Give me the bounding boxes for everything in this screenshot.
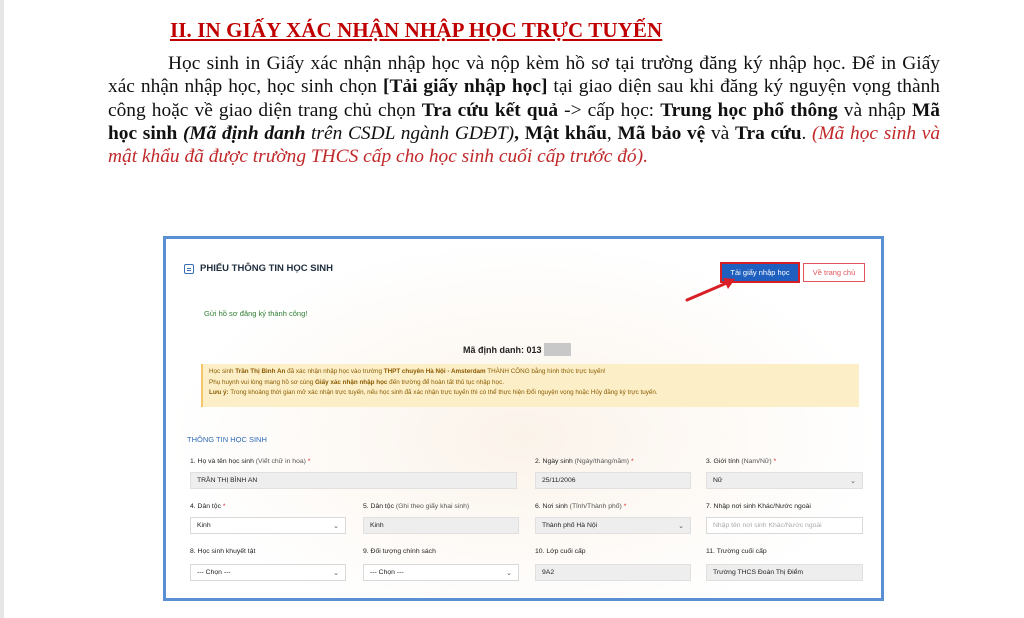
field-label-last-class: 10. Lớp cuối cấp [535,548,586,555]
home-button[interactable]: Về trang chủ [803,263,865,282]
notice-box [201,364,859,407]
text: , [514,122,525,144]
gender-select[interactable] [706,472,863,489]
last-school-field[interactable]: Trường THCS Đoàn Thị Điểm [706,564,863,581]
success-message: Gửi hồ sơ đăng ký thành công! [204,309,308,318]
field-label-last-school: 11. Trường cuối cấp [706,548,767,555]
chevron-down-icon: ⌄ [678,523,684,530]
fullname-field[interactable]: TRẦN THỊ BÌNH AN [190,472,517,489]
field-label-disability: 8. Học sinh khuyết tật [190,548,256,555]
field-label-birthplace: 6. Nơi sinh (Tỉnh/Thành phố) * [535,503,627,510]
chevron-down-icon: ⌄ [850,478,856,485]
embedded-screenshot [163,236,884,601]
redacted-block [544,343,571,356]
policy-value: --- Chọn --- [370,569,404,576]
student-id [463,343,571,356]
field-label-ethnicity-birthcert: 5. Dân tộc (Ghi theo giấy khai sinh) [363,503,470,510]
instruction-paragraph [108,52,940,168]
chevron-down-icon: ⌄ [333,523,339,530]
text: tại giao diện sau khi đăng ký nguyện vọng thành công hoặc về giao diện trang chủ chọn [108,76,940,121]
form-title [184,263,333,274]
birthplace-value: Thành phố Hà Nội [542,522,598,529]
birthplace-select[interactable] [535,517,691,534]
disability-select[interactable] [190,564,346,581]
birthdate-field[interactable]: 25/11/2006 [535,472,691,489]
screenshot-background [166,239,881,598]
student-id-label: Mã định danh: 013 [463,344,542,355]
document-icon [184,264,194,274]
form-title-text: PHIẾU THÔNG TIN HỌC SINH [200,263,334,274]
field-label-policy: 9. Đối tượng chính sách [363,548,436,555]
bold-text: Trung học phổ thông [660,99,838,121]
bold-text: Mã bảo vệ [617,122,706,144]
text: và nhập [837,99,912,121]
chevron-down-icon: ⌄ [333,570,339,577]
section-title: THÔNG TIN HỌC SINH [187,435,267,444]
red-note: (Mã học sinh và mật khẩu đã được trường THCS cấp cho học sinh cuối cấp trước đó). [108,122,941,168]
field-label-ethnicity: 4. Dân tộc * [190,503,226,510]
ethnicity-value: Kinh [197,522,211,529]
notice-line-2: Phụ huynh vui lòng mang hồ sơ cùng Giấy xác nhận nhập học đến trường để hoàn tất thủ tục nhập học. [209,378,504,386]
bold-text: Tra cứu kết quả [421,99,559,121]
section-heading: II. IN GIẤY XÁC NHẬN NHẬP HỌC TRỰC TUYẾN [170,18,663,42]
text: và [705,122,735,144]
disability-value: --- Chọn --- [197,569,231,576]
bold-text: Mã học sinh [108,99,940,144]
field-label-other-birthplace: 7. Nhập nơi sinh Khác/Nước ngoài [706,503,811,510]
gender-value: Nữ [713,477,723,484]
bold-text: Tra cứu [734,122,802,144]
bold-text: [Tải giấy nhập học] [382,76,548,98]
text: , [606,122,618,144]
page-edge [0,0,4,618]
field-label-fullname: 1. Họ và tên học sinh (Viết chữ in hoa) * [190,458,311,465]
ethnicity-birthcert-field[interactable]: Kinh [363,517,519,534]
download-admission-button[interactable]: Tải giấy nhập học [720,262,800,283]
text: Học sinh in Giấy xác nhận nhập học và nộp kèm hồ sơ tại trường đăng ký nhập học. Để in Giấy xác nhận nhập học, học sinh chọn [108,53,940,98]
text: . [801,122,813,144]
text: -> cấp học: [558,99,661,121]
other-birthplace-input[interactable] [706,517,863,534]
red-arrow-icon [681,274,741,304]
policy-select[interactable] [363,564,519,581]
bold-italic-text: (Mã định danh [177,122,306,144]
last-class-field[interactable]: 9A2 [535,564,691,581]
italic-text: trên CSDL ngành GDĐT) [305,122,515,144]
field-label-birthdate: 2. Ngày sinh (Ngày/tháng/năm) * [535,458,634,465]
notice-line-1: Học sinh Trần Thị Bình An đã xác nhận nhập học vào trường THPT chuyên Hà Nội - Amsterdam THÀNH CÔNG bằng hình thức trực tuyến! [209,368,606,375]
placeholder-text: Nhập tên nơi sinh Khác/Nước ngoài [713,522,822,529]
ethnicity-select[interactable] [190,517,346,534]
bold-text: Mật khẩu [524,122,607,144]
field-label-gender: 3. Giới tính (Nam/Nữ) * [706,458,777,465]
notice-line-3: Lưu ý: Trong khoảng thời gian mở xác nhận trực tuyến, nếu học sinh đã xác nhận trực tuyến thì có thể thực hiện Đổi nguyện vọng hoặc Hủy đăng ký trực tuyến. [209,389,658,396]
chevron-down-icon: ⌄ [506,570,512,577]
